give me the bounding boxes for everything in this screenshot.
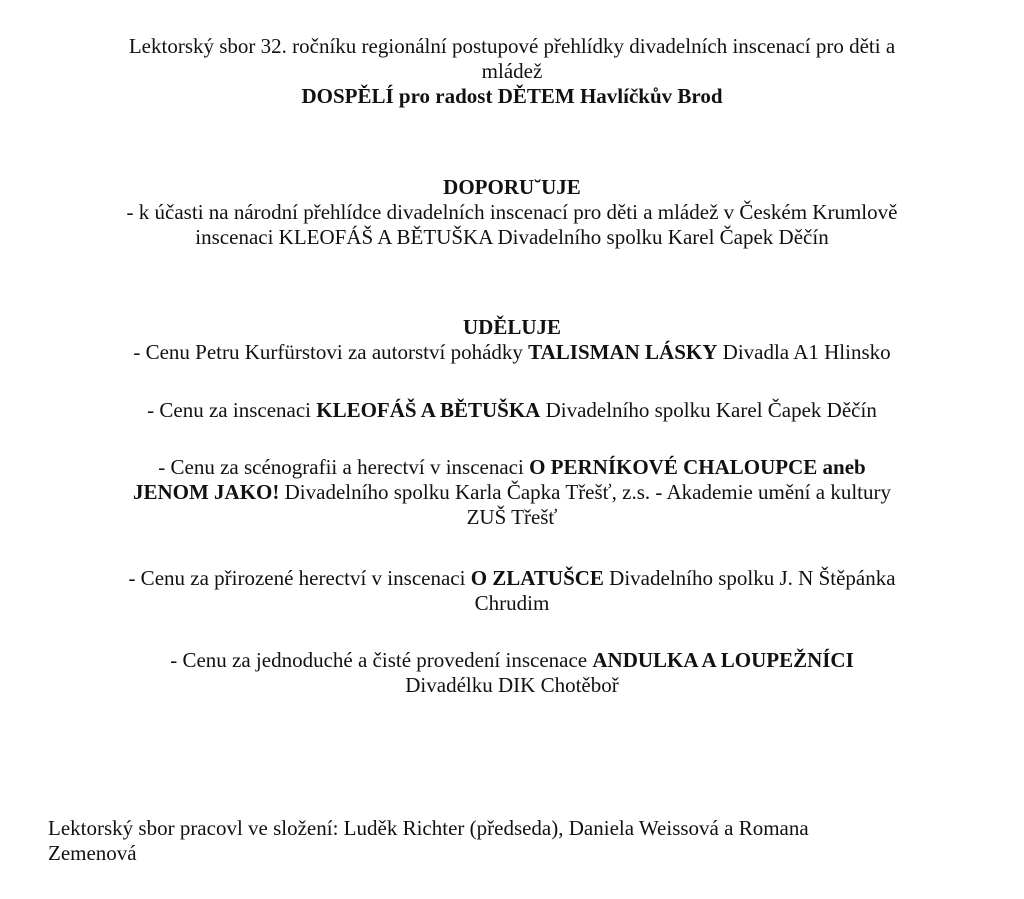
award-1-pre: - Cenu Petru Kurfürstovi za autorství pohádky xyxy=(133,340,529,364)
header-line-1: Lektorský sbor 32. ročníku regionální postupové přehlídky divadelních inscenací pro děti a xyxy=(128,34,896,58)
event-title xyxy=(40,84,984,109)
award-3-title-1: O PERNÍKOVÉ CHALOUPCE aneb xyxy=(529,455,866,479)
award-4-line-2: Chrudim xyxy=(474,591,550,615)
recommend-block xyxy=(40,175,984,250)
award-4-title: O ZLATUŠCE xyxy=(470,566,604,590)
award-3-block xyxy=(40,455,984,530)
award-5-block xyxy=(40,648,984,698)
award-2-block xyxy=(40,398,984,423)
award-3-line-2 xyxy=(40,480,984,505)
award-5-title: ANDULKA A LOUPEŽNÍCI xyxy=(592,648,854,672)
footer-line-2: Zemenová xyxy=(48,841,137,865)
award-1-post: Divadla A1 Hlinsko xyxy=(717,340,891,364)
footer-block xyxy=(48,816,948,866)
awards-block xyxy=(40,315,984,365)
recommend-heading-text: DOPORU˘UJE xyxy=(443,175,581,199)
award-4-block xyxy=(40,566,984,616)
award-4-line-1 xyxy=(40,566,984,591)
award-3-title-2: JENOM JAKO! xyxy=(132,480,280,504)
footer-line-1: Lektorský sbor pracovl ve složení: Luděk Richter (předseda), Daniela Weissová a Romana xyxy=(48,816,809,840)
recommend-line-2: inscenaci KLEOFÁŠ A BĚTUŠKA Divadelního spolku Karel Čapek Děčín xyxy=(195,225,829,249)
award-5-line-1 xyxy=(40,648,984,673)
recommend-heading xyxy=(40,175,984,200)
award-3-post: Divadelního spolku Karla Čapka Třešť, z.s. - Akademie umění a kultury xyxy=(279,480,891,504)
award-5-pre: - Cenu za jednoduché a čisté provedení inscenace xyxy=(170,648,593,672)
award-4-pre: - Cenu za přirozené herectví v inscenaci xyxy=(128,566,471,590)
award-3-line-3: ZUŠ Třešť xyxy=(466,505,558,529)
award-2-pre: - Cenu za inscenaci xyxy=(147,398,317,422)
award-3-line-1 xyxy=(40,455,984,480)
recommend-line-1: - k účasti na národní přehlídce divadelních inscenací pro děti a mládež v Českém Krumlově xyxy=(126,200,898,224)
award-2 xyxy=(40,398,984,423)
award-1-title: TALISMAN LÁSKY xyxy=(528,340,718,364)
awards-heading xyxy=(40,315,984,340)
header-line-2: mládež xyxy=(481,59,543,83)
award-4-post: Divadelního spolku J. N Štěpánka xyxy=(603,566,896,590)
header-block xyxy=(40,34,984,109)
awards-heading-text: UDĚLUJE xyxy=(462,315,562,339)
award-3-pre: - Cenu za scénografii a herectví v inscenaci xyxy=(158,455,530,479)
award-5-line-2: Divadélku DIK Chotěboř xyxy=(405,673,619,697)
award-1 xyxy=(40,340,984,365)
award-2-post: Divadelního spolku Karel Čapek Děčín xyxy=(540,398,877,422)
award-2-title: KLEOFÁŠ A BĚTUŠKA xyxy=(316,398,541,422)
event-title-text: DOSPĚLÍ pro radost DĚTEM Havlíčkův Brod xyxy=(301,84,723,108)
